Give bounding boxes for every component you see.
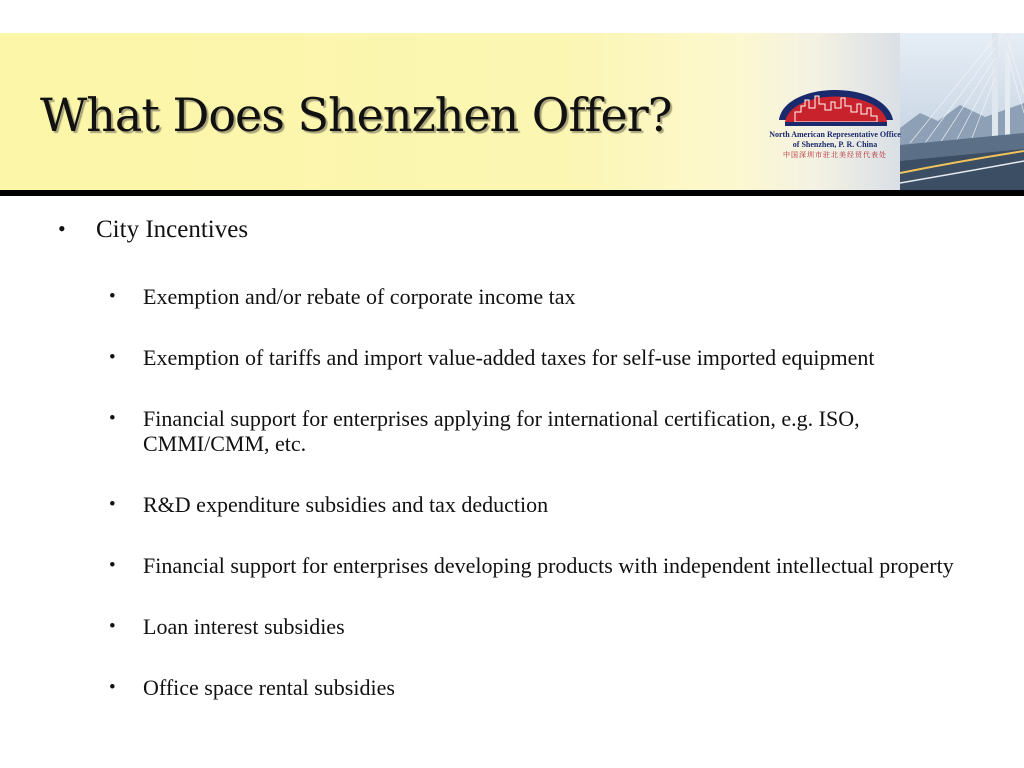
bullet-icon: • (109, 347, 116, 368)
list-item (109, 675, 989, 700)
logo-caption (760, 130, 910, 160)
bullet-icon: • (109, 286, 116, 307)
bullet-icon: • (109, 555, 116, 576)
list-item (109, 345, 989, 370)
list-item (109, 614, 989, 639)
list-item-text: Financial support for enterprises developing products with independent intellectual property (143, 553, 954, 578)
main-bullet (58, 216, 248, 244)
slide-title: What Does Shenzhen Offer? (40, 88, 672, 142)
list-item-text: R&D expenditure subsidies and tax deduction (143, 492, 549, 517)
logo-org-name-cn: 中国深圳市驻北美经贸代表处 (783, 151, 887, 159)
list-item-text: Exemption and/or rebate of corporate income tax (143, 284, 576, 309)
list-item (109, 406, 989, 456)
list-item-text: Exemption of tariffs and import value-added taxes for self-use imported equipment (143, 345, 875, 370)
bullet-icon: • (109, 494, 116, 515)
list-item (109, 284, 989, 309)
list-item-text: Office space rental subsidies (143, 675, 395, 700)
list-item-text: Loan interest subsidies (143, 614, 345, 639)
list-item (109, 492, 989, 517)
bullet-icon: • (58, 216, 66, 241)
list-item-text: Financial support for enterprises applying for international certification, e.g. ISO, CMMI/CMM, etc. (143, 406, 860, 456)
bridge-photo-image (900, 33, 1024, 190)
sub-bullet-list (109, 284, 989, 736)
bullet-icon: • (109, 677, 116, 698)
bullet-icon: • (109, 616, 116, 637)
header-divider (0, 190, 1024, 196)
main-point-text: City Incentives (96, 216, 249, 243)
list-item (109, 553, 989, 578)
bullet-icon: • (109, 408, 116, 429)
logo-org-name-en-line2: of Shenzhen, P. R. China (792, 140, 878, 149)
logo-org-name-en-line1: North American Representative Office (769, 130, 901, 139)
